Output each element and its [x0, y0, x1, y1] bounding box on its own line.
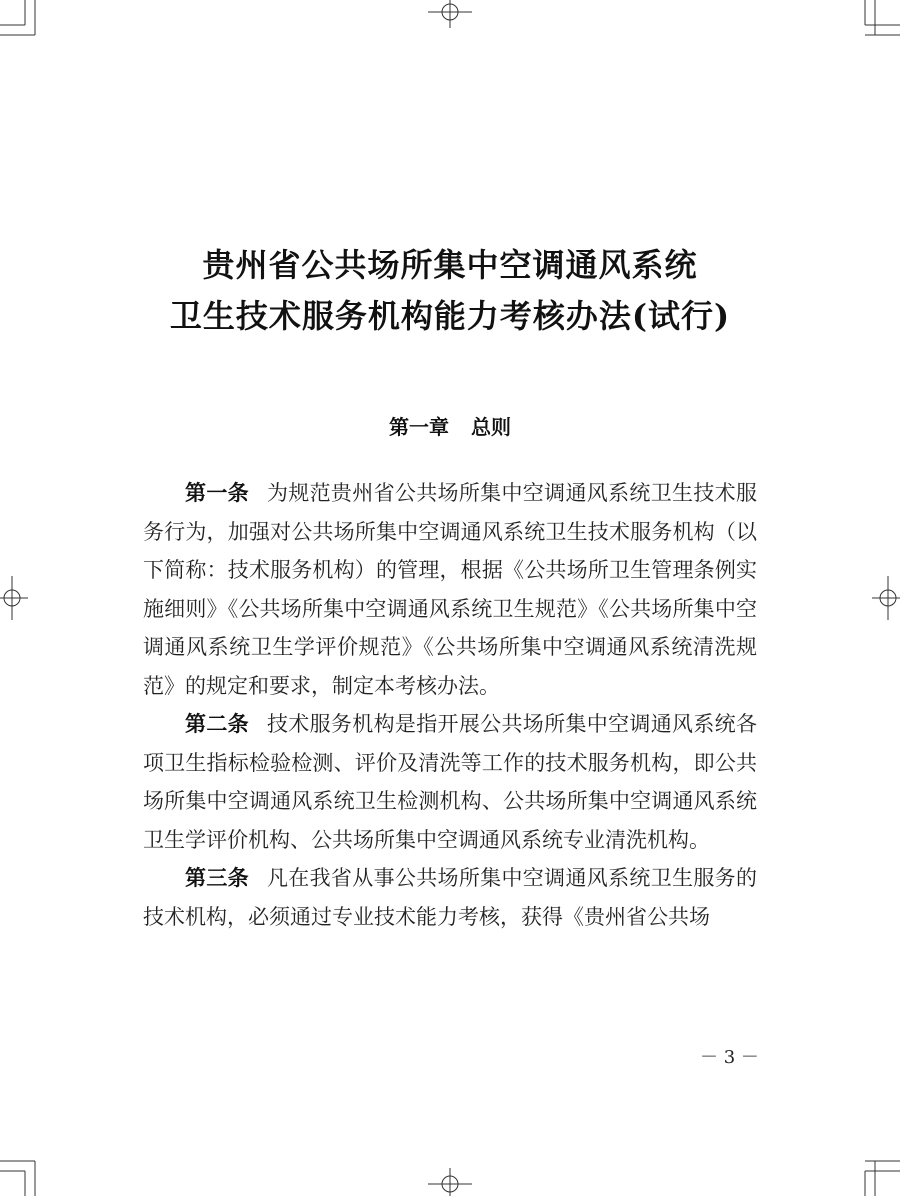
chapter-name: 总则 — [471, 415, 511, 439]
article-label: 第一条 — [185, 481, 249, 505]
document-body — [143, 474, 757, 936]
page-number: － 3 － — [700, 1047, 759, 1068]
document-title-line-1: 贵州省公共场所集中空调通风系统 — [202, 246, 698, 284]
article-text: 为规范贵州省公共场所集中空调通风系统卫生技术服务行为，加强对公共场所集中空调通风系统卫生技术服务机构（以下简称：技术服务机构）的管理，根据《公共场所卫生管理条例实施细则》《公共场所集中空调通风系统卫生规范》《公共场所集中空调通风系统卫生学评价规范》《公共场所集中空调通风系统清洗规范》的规定和要求，制定本考核办法。 — [143, 481, 758, 698]
article-paragraph — [143, 859, 757, 936]
article-paragraph — [143, 474, 757, 705]
article-paragraph — [143, 705, 757, 859]
article-label: 第三条 — [185, 866, 249, 890]
article-text: 技术服务机构是指开展公共场所集中空调通风系统各项卫生指标检验检测、评价及清洗等工作的技术服务机构，即公共场所集中空调通风系统卫生检测机构、公共场所集中空调通风系统卫生学评价机构、公共场所集中空调通风系统专业清洗机构。 — [143, 712, 758, 852]
document-title-line-2: 卫生技术服务机构能力考核办法(试行) — [169, 297, 731, 335]
article-label: 第二条 — [185, 712, 249, 736]
chapter-number: 第一章 — [389, 415, 449, 439]
article-text: 凡在我省从事公共场所集中空调通风系统卫生服务的技术机构，必须通过专业技术能力考核，获得《贵州省公共场 — [143, 866, 758, 929]
chapter-heading — [0, 411, 900, 440]
